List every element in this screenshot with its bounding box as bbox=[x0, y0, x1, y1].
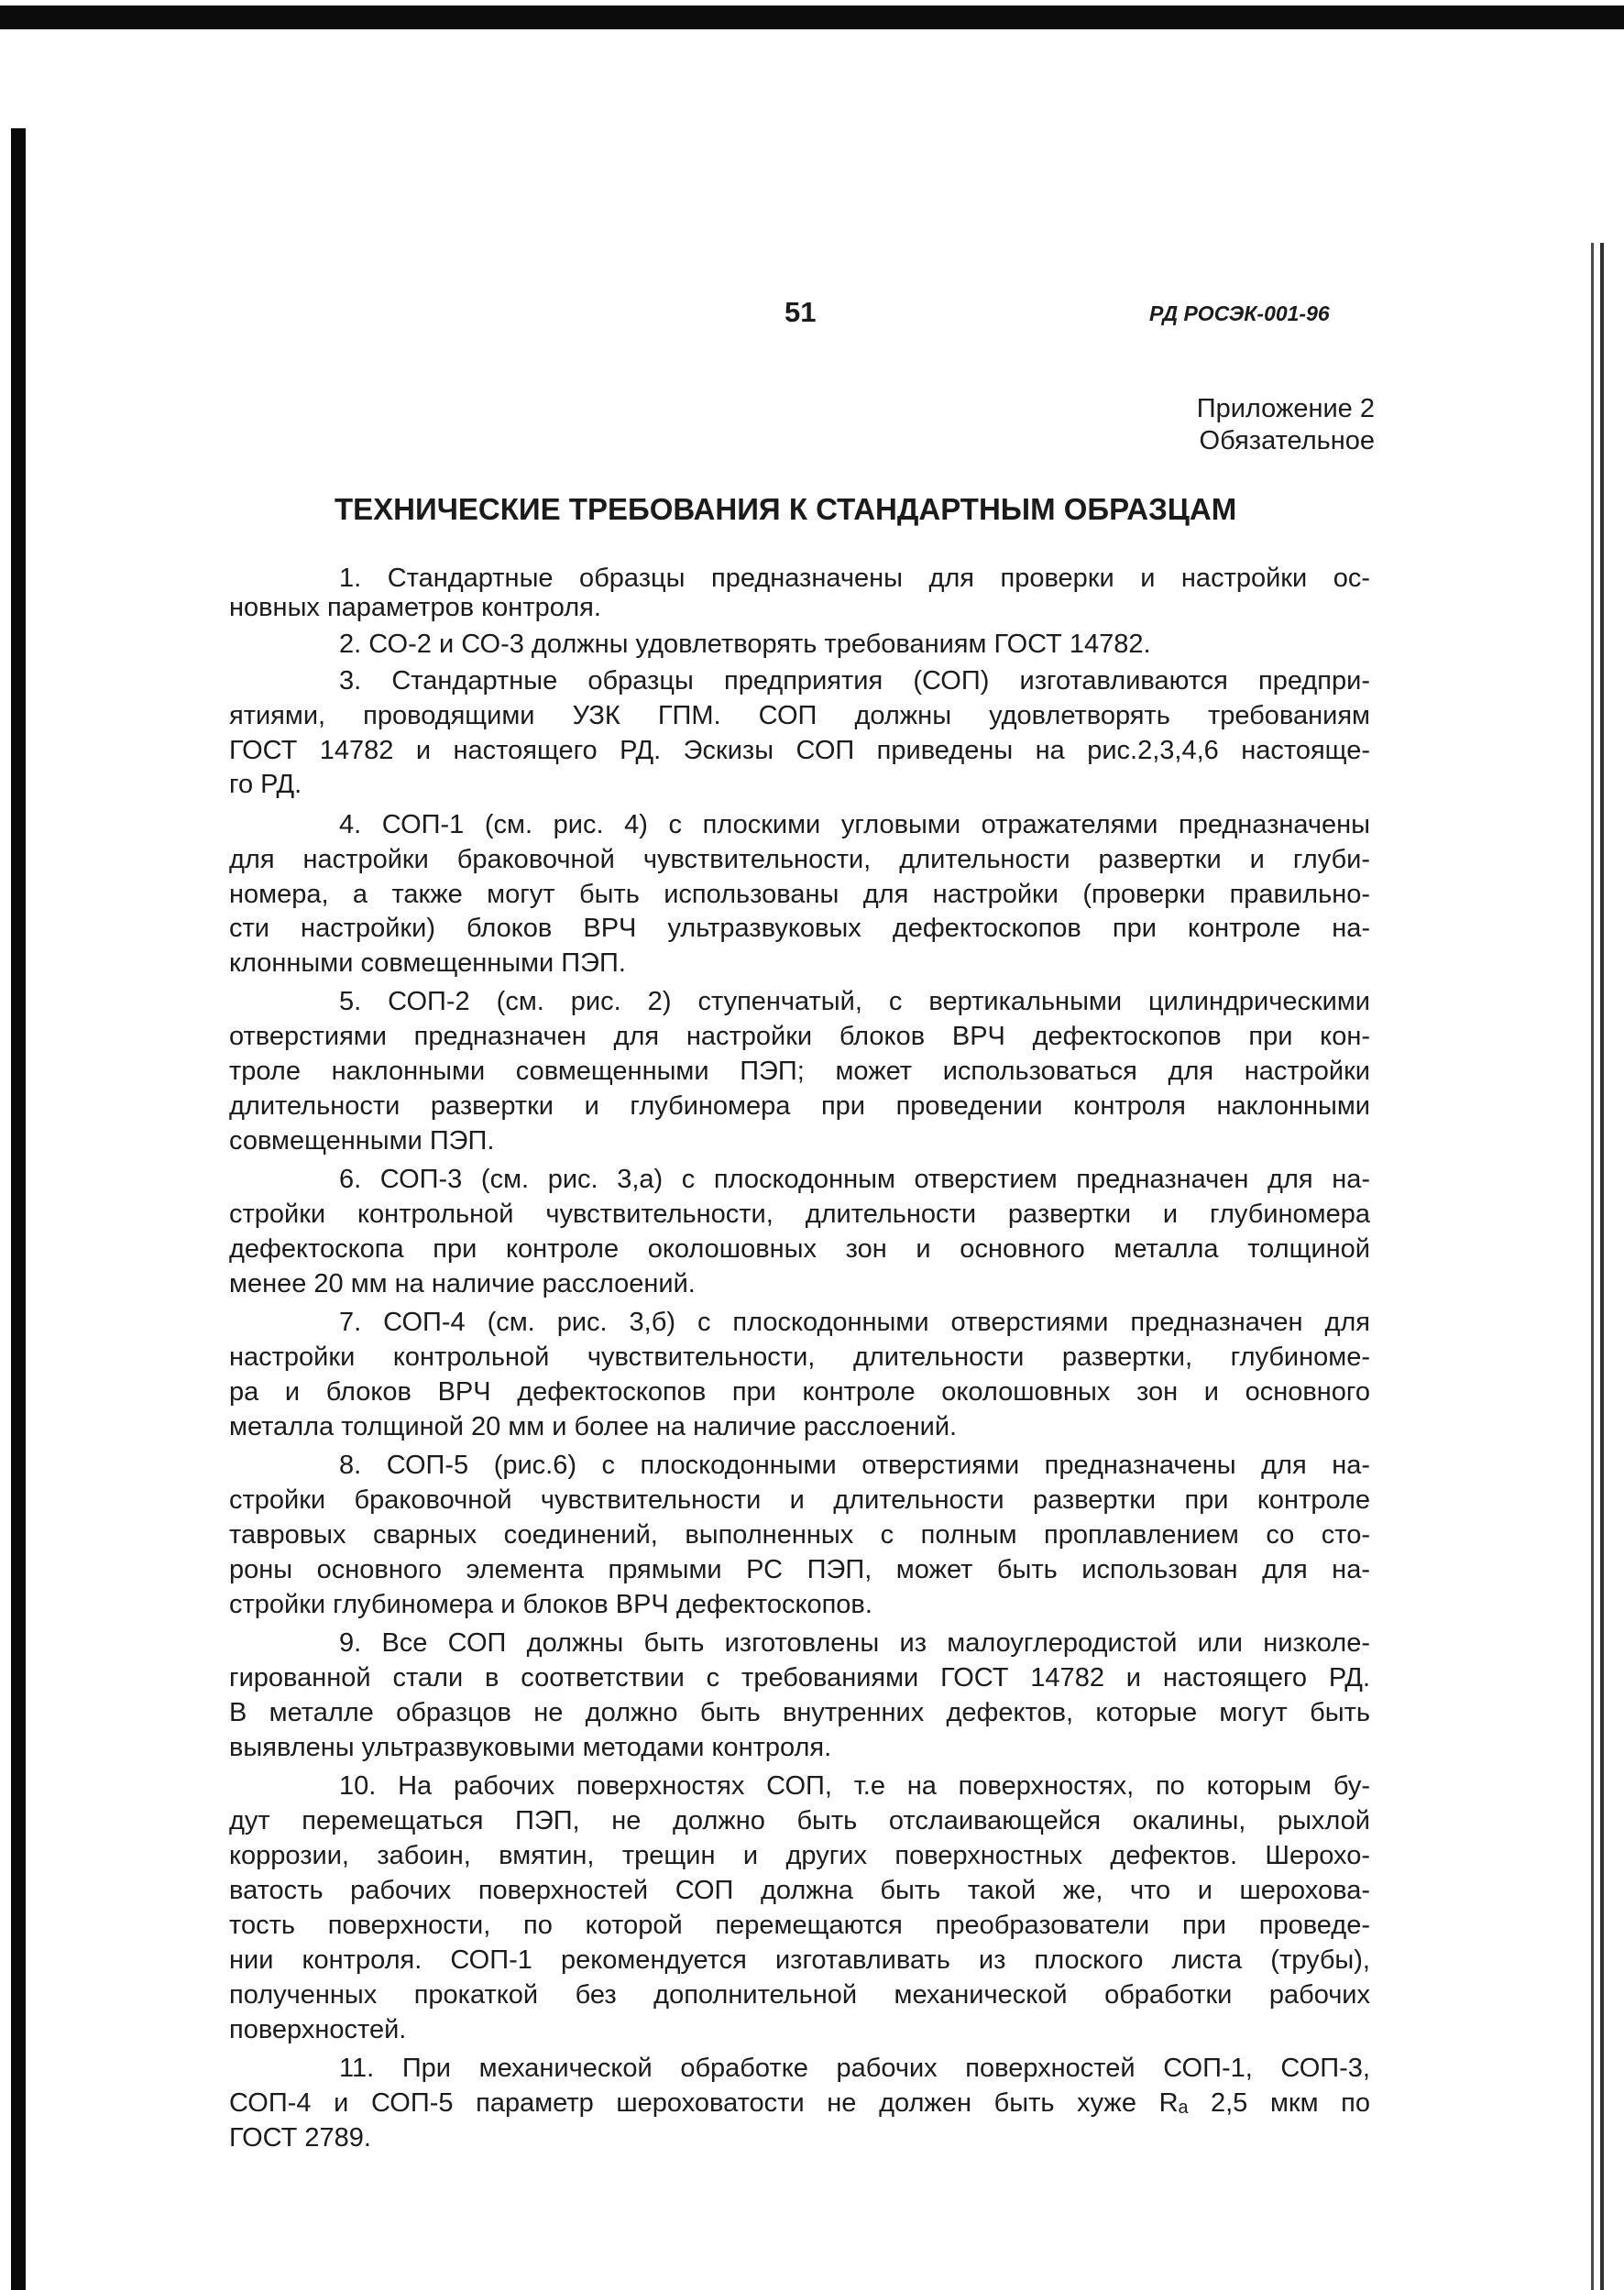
text-line: сти настройки) блоков ВРЧ ультразвуковых дефектоскопов при контроле на- bbox=[229, 914, 1370, 943]
text-line: 4. СОП-1 (см. рис. 4) с плоскими угловыми отражателями предназначены bbox=[339, 810, 1370, 839]
appendix-number: Приложение 2 bbox=[1196, 394, 1375, 423]
text-line: ГОСТ 2789. bbox=[229, 2123, 371, 2153]
text-line: 7. СОП-4 (см. рис. 3,б) с плоскодонными отверстиями предназначен для bbox=[339, 1308, 1370, 1337]
scan-left-border bbox=[11, 128, 26, 2290]
text-line: настройки контрольной чувствительности, длительности развертки, глубиноме- bbox=[229, 1342, 1370, 1372]
text-line: 6. СОП-3 (см. рис. 3,а) с плоскодонным отверстием предназначен для на- bbox=[339, 1165, 1370, 1194]
text-line: коррозии, забоин, вмятин, трещин и других поверхностных дефектов. Шерохо- bbox=[229, 1841, 1370, 1870]
scan-right-border bbox=[1600, 243, 1604, 2290]
text-line: новных параметров контроля. bbox=[229, 593, 601, 622]
text-line: гированной стали в соответствии с требованиями ГОСТ 14782 и настоящего РД. bbox=[229, 1663, 1370, 1693]
text-line: металла толщиной 20 мм и более на наличие расслоений. bbox=[229, 1412, 958, 1441]
appendix-type: Обязательное bbox=[1199, 426, 1375, 455]
scan-top-border bbox=[0, 5, 1624, 29]
text-line: стройки контрольной чувствительности, длительности развертки и глубиномера bbox=[229, 1200, 1370, 1229]
text-line: роны основного элемента прямыми РС ПЭП, может быть использован для на- bbox=[229, 1555, 1370, 1584]
text-line: 9. Все СОП должны быть изготовлены из малоуглеродистой или низколе- bbox=[339, 1628, 1370, 1658]
text-line: тость поверхности, по которой перемещаются преобразователи при проведе- bbox=[229, 1911, 1370, 1940]
text-line: выявлены ультразвуковыми методами контроля. bbox=[229, 1733, 832, 1762]
text-line: ватость рабочих поверхностей СОП должна быть такой же, что и шерохова- bbox=[229, 1876, 1370, 1905]
text-line: номера, а также могут быть использованы для настройки (проверки правильно- bbox=[229, 880, 1370, 909]
text-line: клонными совмещенными ПЭП. bbox=[229, 948, 626, 978]
text-line: отверстиями предназначен для настройки блоков ВРЧ дефектоскопов при кон- bbox=[229, 1022, 1370, 1051]
text-line: поверхностей. bbox=[229, 2015, 407, 2044]
text-line: 2. СО-2 и СО-3 должны удовлетворять требованиям ГОСТ 14782. bbox=[339, 630, 1151, 659]
text-line: 1. Стандартные образцы предназначены для проверки и настройки ос- bbox=[339, 564, 1370, 593]
document-title: ТЕХНИЧЕСКИЕ ТРЕБОВАНИЯ К СТАНДАРТНЫМ ОБРАЗЦАМ bbox=[335, 492, 1237, 526]
text-line: стройки глубиномера и блоков ВРЧ дефектоскопов. bbox=[229, 1590, 872, 1619]
text-line: СОП-4 и СОП-5 параметр шероховатости не должен быть хуже Rₐ 2,5 мкм по bbox=[229, 2088, 1370, 2118]
page-number: 51 bbox=[785, 296, 817, 328]
text-line: 10. На рабочих поверхностях СОП, т.е на поверхностях, по которым бу- bbox=[339, 1771, 1370, 1801]
text-line: тавровых сварных соединений, выполненных с полным проплавлением со сто- bbox=[229, 1520, 1370, 1550]
text-line: совмещенными ПЭП. bbox=[229, 1126, 495, 1156]
text-line: В металле образцов не должно быть внутренних дефектов, которые могут быть bbox=[229, 1698, 1370, 1727]
text-line: ГОСТ 14782 и настоящего РД. Эскизы СОП приведены на рис.2,3,4,6 настояще- bbox=[229, 736, 1370, 765]
text-line: менее 20 мм на наличие расслоений. bbox=[229, 1269, 696, 1298]
text-line: нии контроля. СОП-1 рекомендуется изготавливать из плоского листа (трубы), bbox=[229, 1945, 1370, 1975]
text-line: троле наклонными совмещенными ПЭП; может использоваться для настройки bbox=[229, 1057, 1370, 1086]
text-line: го РД. bbox=[229, 770, 302, 799]
text-line: 11. При механической обработке рабочих поверхностей СОП-1, СОП-3, bbox=[339, 2054, 1370, 2083]
text-line: для настройки браковочной чувствительности, длительности развертки и глуби- bbox=[229, 845, 1370, 874]
text-line: дефектоскопа при контроле околошовных зон и основного металла толщиной bbox=[229, 1234, 1370, 1264]
scan-right-border bbox=[1591, 243, 1594, 2290]
text-line: длительности развертки и глубиномера при проведении контроля наклонными bbox=[229, 1091, 1370, 1121]
text-line: 8. СОП-5 (рис.6) с плоскодонными отверстиями предназначены для на- bbox=[339, 1451, 1370, 1480]
text-line: ятиями, проводящими УЗК ГПМ. СОП должны удовлетворять требованиям bbox=[229, 701, 1370, 730]
text-line: 3. Стандартные образцы предприятия (СОП) изготавливаются предпри- bbox=[339, 666, 1370, 696]
text-line: 5. СОП-2 (см. рис. 2) ступенчатый, с вертикальными цилиндрическими bbox=[339, 987, 1370, 1016]
text-line: дут перемещаться ПЭП, не должно быть отслаивающейся окалины, рыхлой bbox=[229, 1806, 1370, 1835]
text-line: ра и блоков ВРЧ дефектоскопов при контроле околошовных зон и основного bbox=[229, 1377, 1370, 1407]
text-line: стройки браковочной чувствительности и длительности развертки при контроле bbox=[229, 1485, 1370, 1515]
document-code: РД РОСЭК-001-96 bbox=[1149, 301, 1330, 325]
text-line: полученных прокаткой без дополнительной механической обработки рабочих bbox=[229, 1980, 1370, 2010]
